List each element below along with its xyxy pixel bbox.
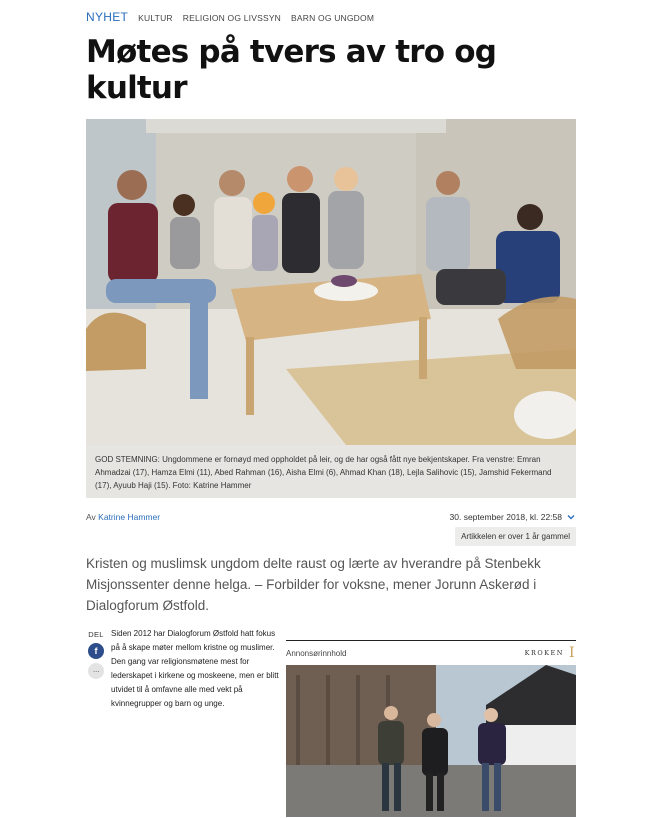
share-column [86,630,106,679]
facebook-share-button[interactable] [88,643,104,659]
hero-photo[interactable] [86,119,576,445]
category-news[interactable]: NYHET [86,10,129,24]
ad-label: Annonsørinnhold [286,648,347,658]
more-icon: ··· [92,666,100,676]
article-age-badge: Artikkelen er over 1 år gammel [455,527,576,546]
category-youth[interactable]: BARN OG UNGDOM [291,13,375,23]
share-label: DEL [88,630,104,639]
byline [86,512,160,522]
ad-brand-mark: I [568,645,576,661]
article-body: Siden 2012 har Dialogforum Østfold hatt fokus på å skape møter mellom kristne og muslimer. Den gang var religionsmøtene mest for lederskapet i kirkene og moskeene, men er blitt utvidet til å omfavne alle med vekt på kvinnegrupper og barn og unge. [111,629,279,708]
publish-date[interactable] [450,512,576,522]
article-title: Møtes på tvers av tro og kultur [86,34,497,106]
ad-header [286,641,576,665]
photo-caption: GOD STEMNING: Ungdommene er fornøyd med oppholdet på leir, og de har også fått nye bekjentskaper. Fra venstre: Emran Ahmadzai (17), Hamza Elmi (11), Abed Rahman (16), Aisha Elmi (6), Ahmad Khan (18), Lejla Salihovic (15), Jamshid Fekermand (17), Ayuub Haji (15). Foto: Katrine Hammer [86,445,576,498]
category-religion[interactable]: RELIGION OG LIVSSYN [182,13,282,23]
chevron-down-icon[interactable] [566,512,576,522]
category-culture[interactable]: KULTUR [138,13,173,23]
sponsored-content[interactable] [286,640,576,817]
more-share-button[interactable] [88,663,104,679]
ad-photo[interactable] [286,665,576,817]
category-row [86,10,374,24]
publish-date-text: 30. september 2018, kl. 22:58 [449,512,562,522]
ad-photo-illustration [286,665,576,817]
facebook-icon: f [94,646,98,656]
hero-photo-illustration [86,119,576,445]
article-lead: Kristen og muslimsk ungdom delte raust og lærte av hverandre på Stenbekk Misjonssenter denne helga. – Forbilder for voksne, mener Jorunn Askerød i Dialogforum Østfold. [86,556,541,613]
ad-brand-logo [525,645,576,661]
ad-brand-name: KROKEN [524,649,564,657]
byline-prefix: Av [86,512,96,522]
author-link[interactable]: Katrine Hammer [98,512,161,522]
